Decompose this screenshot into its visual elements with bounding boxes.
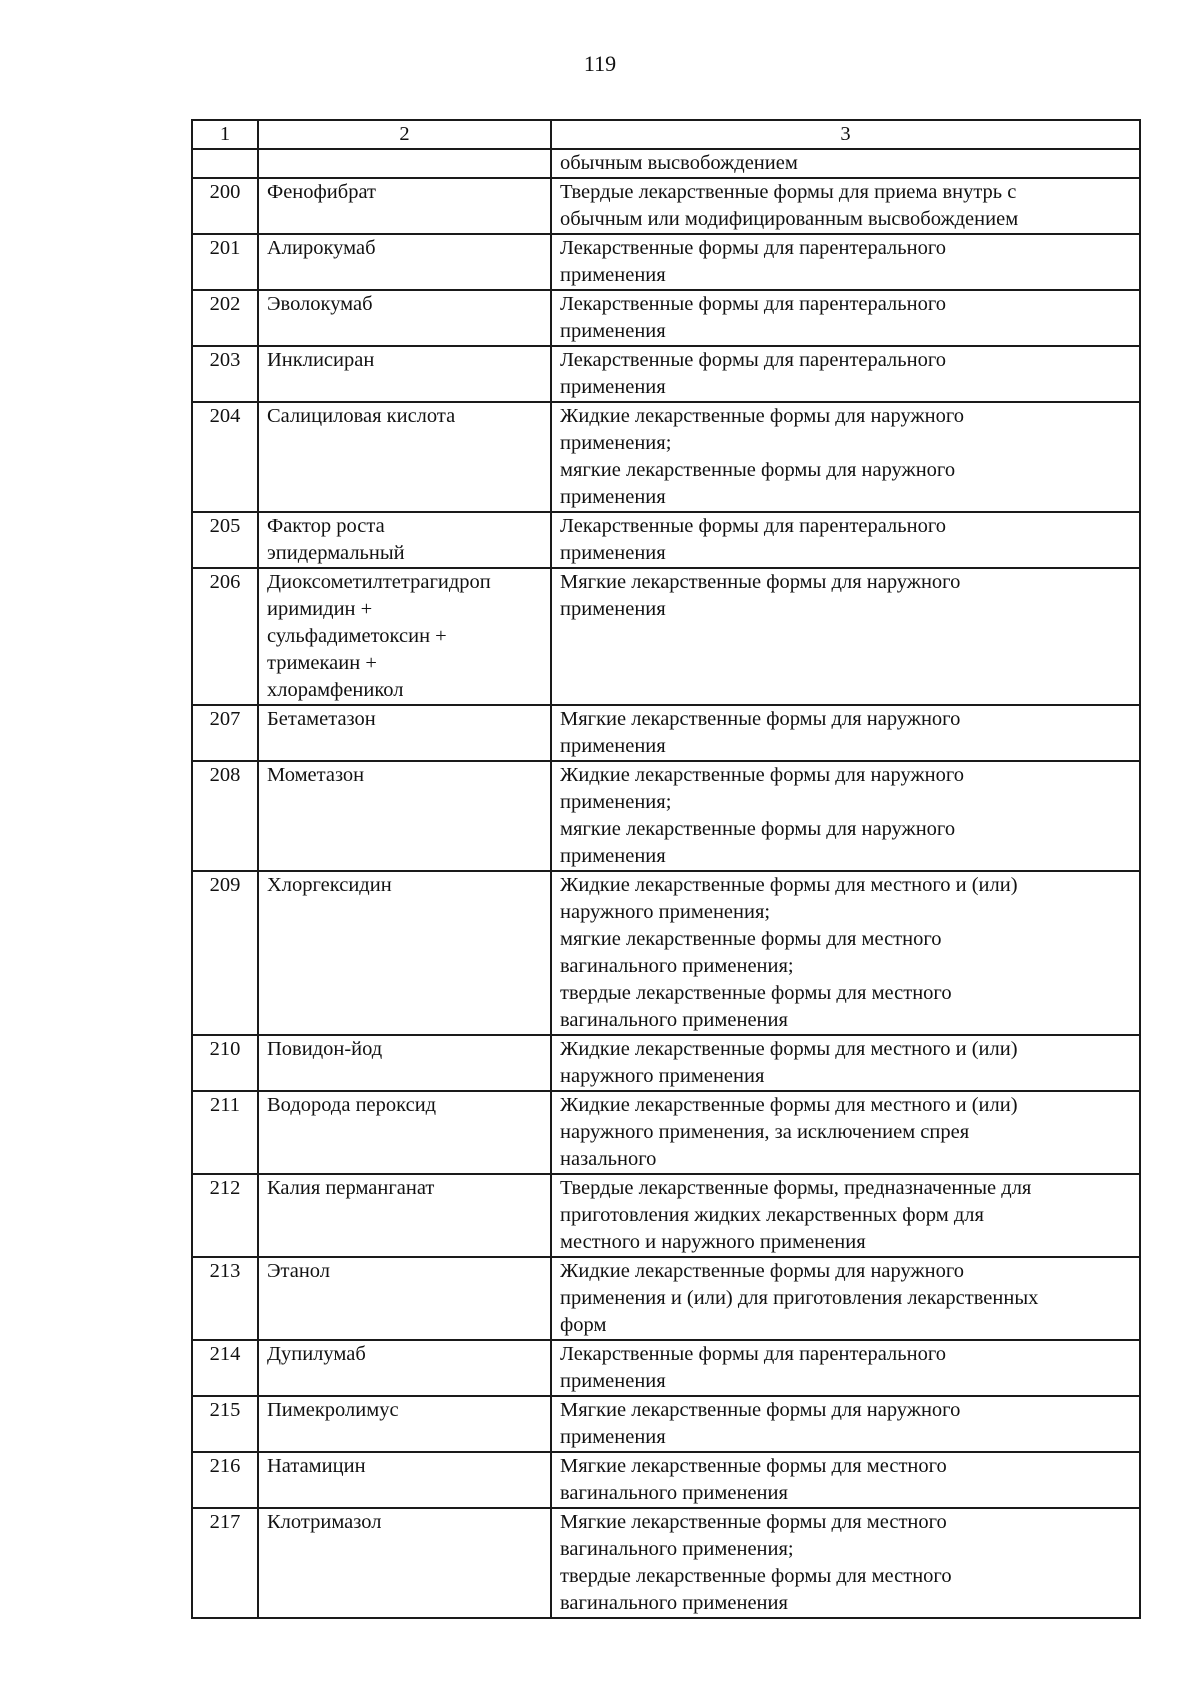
drug-forms-table xyxy=(191,119,1141,1619)
table-row xyxy=(192,178,1140,234)
dosage-forms-line: применения xyxy=(560,1426,666,1448)
table-row xyxy=(192,705,1140,761)
drug-name-cell xyxy=(258,1174,551,1257)
dosage-forms-cell xyxy=(551,761,1140,871)
dosage-forms-line: Жидкие лекарственные формы для местного и (или) xyxy=(560,1094,1018,1116)
dosage-forms-line: применения xyxy=(560,320,666,342)
drug-name-cell xyxy=(258,568,551,705)
dosage-forms-line: Жидкие лекарственные формы для местного и (или) xyxy=(560,1038,1018,1060)
drug-name-line: Инклисиран xyxy=(267,349,375,371)
drug-name-line: Мометазон xyxy=(267,764,365,786)
row-number-cell: 202 xyxy=(192,290,258,346)
dosage-forms-cell xyxy=(551,1174,1140,1257)
dosage-forms-cell xyxy=(551,149,1140,178)
row-number-cell: 200 xyxy=(192,178,258,234)
drug-name-cell xyxy=(258,1091,551,1174)
dosage-forms-line: приготовления жидких лекарственных форм для xyxy=(560,1204,984,1226)
dosage-forms-cell xyxy=(551,1340,1140,1396)
dosage-forms-line: Мягкие лекарственные формы для наружного xyxy=(560,571,961,593)
row-number-cell: 206 xyxy=(192,568,258,705)
dosage-forms-line: применения xyxy=(560,486,666,508)
dosage-forms-line: обычным или модифицированным высвобождением xyxy=(560,208,1019,230)
drug-name-line: Фактор роста xyxy=(267,515,385,537)
dosage-forms-cell xyxy=(551,705,1140,761)
row-number-cell: 214 xyxy=(192,1340,258,1396)
drug-name-cell xyxy=(258,1035,551,1091)
dosage-forms-line: Мягкие лекарственные формы для наружного xyxy=(560,708,961,730)
dosage-forms-line: Твердые лекарственные формы, предназначенные для xyxy=(560,1177,1032,1199)
table-row xyxy=(192,402,1140,512)
dosage-forms-line: Лекарственные формы для парентерального xyxy=(560,515,946,537)
row-number-cell: 212 xyxy=(192,1174,258,1257)
dosage-forms-line: применения xyxy=(560,1370,666,1392)
column-header-forms: 3 xyxy=(551,120,1140,149)
drug-name-line: Алирокумаб xyxy=(267,237,376,259)
dosage-forms-line: наружного применения xyxy=(560,1065,765,1087)
table-body xyxy=(192,149,1140,1618)
dosage-forms-cell xyxy=(551,512,1140,568)
drug-name-cell xyxy=(258,761,551,871)
page-number: 119 xyxy=(583,51,617,76)
table-row xyxy=(192,1035,1140,1091)
drug-name-line: Калия перманганат xyxy=(267,1177,435,1199)
dosage-forms-cell xyxy=(551,1452,1140,1508)
dosage-forms-line: твердые лекарственные формы для местного xyxy=(560,1565,952,1587)
drug-name-cell xyxy=(258,1257,551,1340)
row-number-cell: 210 xyxy=(192,1035,258,1091)
dosage-forms-line: Лекарственные формы для парентерального xyxy=(560,349,946,371)
drug-name-line: Салициловая кислота xyxy=(267,405,456,427)
table-row xyxy=(192,761,1140,871)
dosage-forms-line: применения xyxy=(560,735,666,757)
dosage-forms-line: Жидкие лекарственные формы для наружного xyxy=(560,1260,965,1282)
row-number-cell: 213 xyxy=(192,1257,258,1340)
dosage-forms-line: твердые лекарственные формы для местного xyxy=(560,982,952,1004)
dosage-forms-cell xyxy=(551,871,1140,1035)
dosage-forms-line: мягкие лекарственные формы для местного xyxy=(560,928,942,950)
table-row xyxy=(192,1340,1140,1396)
dosage-forms-line: Твердые лекарственные формы для приема внутрь с xyxy=(560,181,1017,203)
table-row xyxy=(192,512,1140,568)
drug-name-cell xyxy=(258,1396,551,1452)
row-number-cell: 216 xyxy=(192,1452,258,1508)
dosage-forms-cell xyxy=(551,234,1140,290)
dosage-forms-line: применения xyxy=(560,598,666,620)
dosage-forms-line: применения xyxy=(560,542,666,564)
dosage-forms-cell xyxy=(551,1396,1140,1452)
dosage-forms-cell xyxy=(551,1508,1140,1618)
row-number-cell: 217 xyxy=(192,1508,258,1618)
row-number-cell: 207 xyxy=(192,705,258,761)
column-header-name: 2 xyxy=(258,120,551,149)
dosage-forms-cell xyxy=(551,346,1140,402)
table-row xyxy=(192,346,1140,402)
drug-name-cell xyxy=(258,402,551,512)
table-row xyxy=(192,1257,1140,1340)
drug-name-cell xyxy=(258,1452,551,1508)
row-number-cell: 215 xyxy=(192,1396,258,1452)
row-number-cell: 208 xyxy=(192,761,258,871)
table-header-row xyxy=(192,120,1140,149)
dosage-forms-line: вагинального применения; xyxy=(560,955,794,977)
drug-name-line: иримидин + xyxy=(267,598,373,620)
dosage-forms-cell xyxy=(551,402,1140,512)
table-row xyxy=(192,1091,1140,1174)
drug-name-line: эпидермальный xyxy=(267,542,405,564)
table-row xyxy=(192,234,1140,290)
drug-name-cell xyxy=(258,149,551,178)
table-row xyxy=(192,149,1140,178)
dosage-forms-line: мягкие лекарственные формы для наружного xyxy=(560,818,956,840)
drug-name-line: Этанол xyxy=(267,1260,331,1282)
drug-name-line: тримекаин + xyxy=(267,652,377,674)
row-number-cell: 209 xyxy=(192,871,258,1035)
drug-name-line: Клотримазол xyxy=(267,1511,382,1533)
drug-name-cell xyxy=(258,1508,551,1618)
dosage-forms-cell xyxy=(551,178,1140,234)
row-number-cell xyxy=(192,149,258,178)
dosage-forms-line: применения и (или) для приготовления лекарственных xyxy=(560,1287,1039,1309)
dosage-forms-line: местного и наружного применения xyxy=(560,1231,866,1253)
dosage-forms-cell xyxy=(551,1091,1140,1174)
dosage-forms-line: вагинального применения; xyxy=(560,1538,794,1560)
drug-name-line: сульфадиметоксин + xyxy=(267,625,447,647)
table-row xyxy=(192,1396,1140,1452)
row-number-cell: 201 xyxy=(192,234,258,290)
dosage-forms-line: Мягкие лекарственные формы для местного xyxy=(560,1455,947,1477)
dosage-forms-line: Лекарственные формы для парентерального xyxy=(560,293,946,315)
dosage-forms-line: Жидкие лекарственные формы для наружного xyxy=(560,405,965,427)
drug-name-line: хлорамфеникол xyxy=(267,679,404,701)
dosage-forms-line: применения; xyxy=(560,432,672,454)
dosage-forms-line: Жидкие лекарственные формы для наружного xyxy=(560,764,965,786)
drug-name-line: Дупилумаб xyxy=(267,1343,366,1365)
table-row xyxy=(192,1174,1140,1257)
dosage-forms-line: обычным высвобождением xyxy=(560,152,798,174)
dosage-forms-line: Мягкие лекарственные формы для наружного xyxy=(560,1399,961,1421)
dosage-forms-line: наружного применения, за исключением спрея xyxy=(560,1121,970,1143)
column-header-number: 1 xyxy=(192,120,258,149)
dosage-forms-cell xyxy=(551,1257,1140,1340)
dosage-forms-line: вагинального применения xyxy=(560,1592,788,1614)
dosage-forms-line: наружного применения; xyxy=(560,901,771,923)
dosage-forms-line: назального xyxy=(560,1148,657,1170)
drug-name-cell xyxy=(258,346,551,402)
drug-name-line: Повидон-йод xyxy=(267,1038,383,1060)
table-row xyxy=(192,871,1140,1035)
dosage-forms-line: Лекарственные формы для парентерального xyxy=(560,1343,946,1365)
dosage-forms-line: применения; xyxy=(560,791,672,813)
dosage-forms-line: Жидкие лекарственные формы для местного и (или) xyxy=(560,874,1018,896)
dosage-forms-line: форм xyxy=(560,1314,607,1336)
drug-name-line: Натамицин xyxy=(267,1455,366,1477)
table-row xyxy=(192,568,1140,705)
drug-name-line: Хлоргексидин xyxy=(267,874,392,896)
drug-name-cell xyxy=(258,178,551,234)
dosage-forms-line: применения xyxy=(560,376,666,398)
drug-name-line: Бетаметазон xyxy=(267,708,376,730)
drug-name-cell xyxy=(258,871,551,1035)
drug-name-cell xyxy=(258,705,551,761)
row-number-cell: 211 xyxy=(192,1091,258,1174)
table-row xyxy=(192,1508,1140,1618)
dosage-forms-line: применения xyxy=(560,264,666,286)
dosage-forms-cell xyxy=(551,1035,1140,1091)
drug-name-line: Диоксометилтетрагидроп xyxy=(267,571,491,593)
drug-name-cell xyxy=(258,1340,551,1396)
drug-name-cell xyxy=(258,512,551,568)
row-number-cell: 205 xyxy=(192,512,258,568)
drug-name-cell xyxy=(258,234,551,290)
drug-name-line: Водорода пероксид xyxy=(267,1094,437,1116)
dosage-forms-line: вагинального применения xyxy=(560,1009,788,1031)
dosage-forms-line: мягкие лекарственные формы для наружного xyxy=(560,459,956,481)
dosage-forms-cell xyxy=(551,290,1140,346)
row-number-cell: 203 xyxy=(192,346,258,402)
dosage-forms-line: Мягкие лекарственные формы для местного xyxy=(560,1511,947,1533)
drug-name-line: Эволокумаб xyxy=(267,293,373,315)
drug-name-line: Фенофибрат xyxy=(267,181,376,203)
row-number-cell: 204 xyxy=(192,402,258,512)
table-row xyxy=(192,1452,1140,1508)
drug-name-cell xyxy=(258,290,551,346)
dosage-forms-line: Лекарственные формы для парентерального xyxy=(560,237,946,259)
dosage-forms-cell xyxy=(551,568,1140,705)
dosage-forms-line: применения xyxy=(560,845,666,867)
drug-name-line: Пимекролимус xyxy=(267,1399,399,1421)
table-row xyxy=(192,290,1140,346)
dosage-forms-line: вагинального применения xyxy=(560,1482,788,1504)
